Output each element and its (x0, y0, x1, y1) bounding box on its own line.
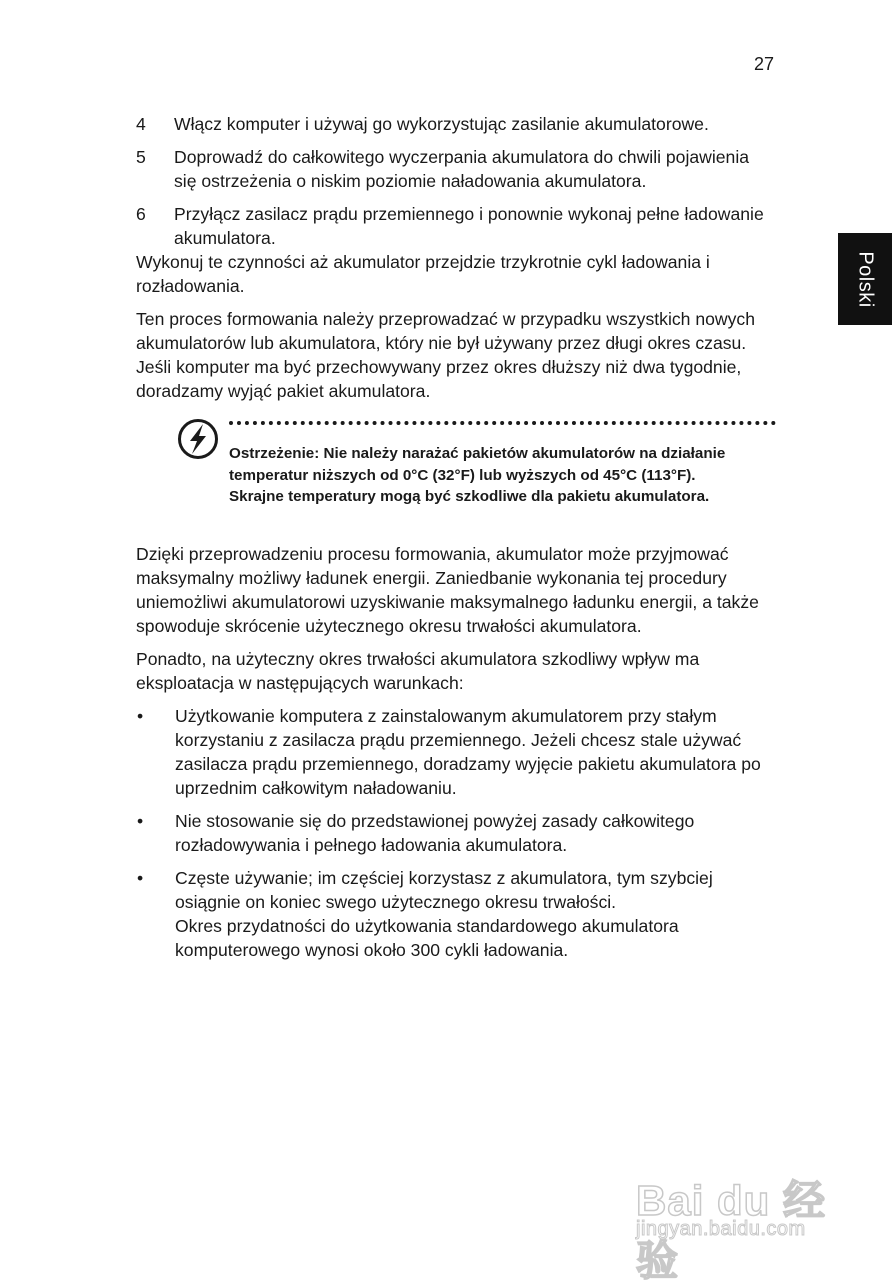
language-side-tab (838, 233, 892, 325)
list-item-body (175, 866, 776, 962)
watermark-logo: Bai du 经验 (636, 1177, 827, 1284)
item-text: Doprowadź do całkowitego wyczerpania akumulatora do chwili pojawienia się ostrzeżenia o niskim poziomie naładowania akumulatora. (174, 147, 750, 191)
list-item-extra-text: Okres przydatności do użytkowania standardowego akumulatora komputerowego wynosi około 300 cykli ładowania. (175, 915, 679, 960)
bullet-icon: • (137, 810, 144, 831)
watermark-url: jingyan.baidu.com (636, 1218, 806, 1240)
list-item-text: Nie stosowanie się do przedstawionej powyżej zasady całkowitego rozładowywania i pełnego ładowania akumulatora. (175, 810, 695, 855)
numbered-item (136, 202, 776, 250)
list-item (136, 866, 776, 962)
list-item (136, 809, 776, 857)
warning-text: Ostrzeżenie: Nie należy narażać pakietów akumulatorów na działanie temperatur niższych od 0°C (32°F) lub wyższych od 45°C (113°F). Skrajne temperatury mogą być szkodliwe dla pakietu akumulatora. (229, 445, 726, 505)
list-item (136, 704, 776, 800)
numbered-item (136, 145, 776, 193)
item-number: 5 (136, 147, 146, 167)
list-item-text: Częste używanie; im częściej korzystasz z akumulatora, tym szybciej osiągnie on koniec swego użytecznego okresu trwałości. (175, 867, 713, 912)
bullet-icon: • (137, 705, 144, 726)
page-content (136, 112, 776, 971)
item-text: Przyłącz zasilacz prądu przemiennego i ponownie wykonaj pełne ładowanie akumulatora. (174, 204, 764, 248)
warning-box (136, 421, 776, 508)
bullet-list (136, 704, 776, 962)
paragraph: Wykonuj te czynności aż akumulator przejdzie trzykrotnie cykl ładowania i rozładowania. (136, 252, 710, 296)
item-number: 4 (136, 114, 146, 134)
item-number: 6 (136, 204, 146, 224)
list-item-text: Użytkowanie komputera z zainstalowanym akumulatorem przy stałym korzystaniu z zasilacza prądu przemiennego. Jeżeli chcesz stale używać zasilacza prądu przemiennego, doradzamy wyjęcie pakietu akumulatora po uprzednim całkowitym naładowaniu. (175, 705, 761, 798)
watermark (632, 1140, 842, 1284)
warning-dashed-rule (229, 421, 776, 425)
page-number: 27 (754, 54, 775, 74)
item-text: Włącz komputer i używaj go wykorzystując zasilanie akumulatorowe. (174, 114, 709, 134)
paragraph: Dzięki przeprowadzeniu procesu formowania, akumulator może przyjmować maksymalny możliwy ładunek energii. Zaniedbanie wykonania tej procedury uniemożliwi akumulatorowi uzyskiwanie maksymalnego ładunku energii, a także spowoduje skrócenie użytecznego okresu trwałości akumulatora. (136, 543, 759, 636)
numbered-item (136, 112, 776, 136)
lightning-warning-icon (176, 417, 220, 461)
paragraph: Ponadto, na użyteczny okres trwałości akumulatora szkodliwy wpływ ma eksploatacja w następujących warunkach: (136, 648, 700, 693)
language-side-tab-label: Polski (854, 250, 877, 308)
paragraph: Ten proces formowania należy przeprowadzać w przypadku wszystkich nowych akumulatorów lub akumulatora, który nie był używany przez długi okres czasu. Jeśli komputer ma być przechowywany przez okres dłuższy niż dwa tygodnie, doradzamy wyjąć pakiet akumulatora. (136, 309, 755, 401)
bullet-icon: • (137, 867, 144, 888)
